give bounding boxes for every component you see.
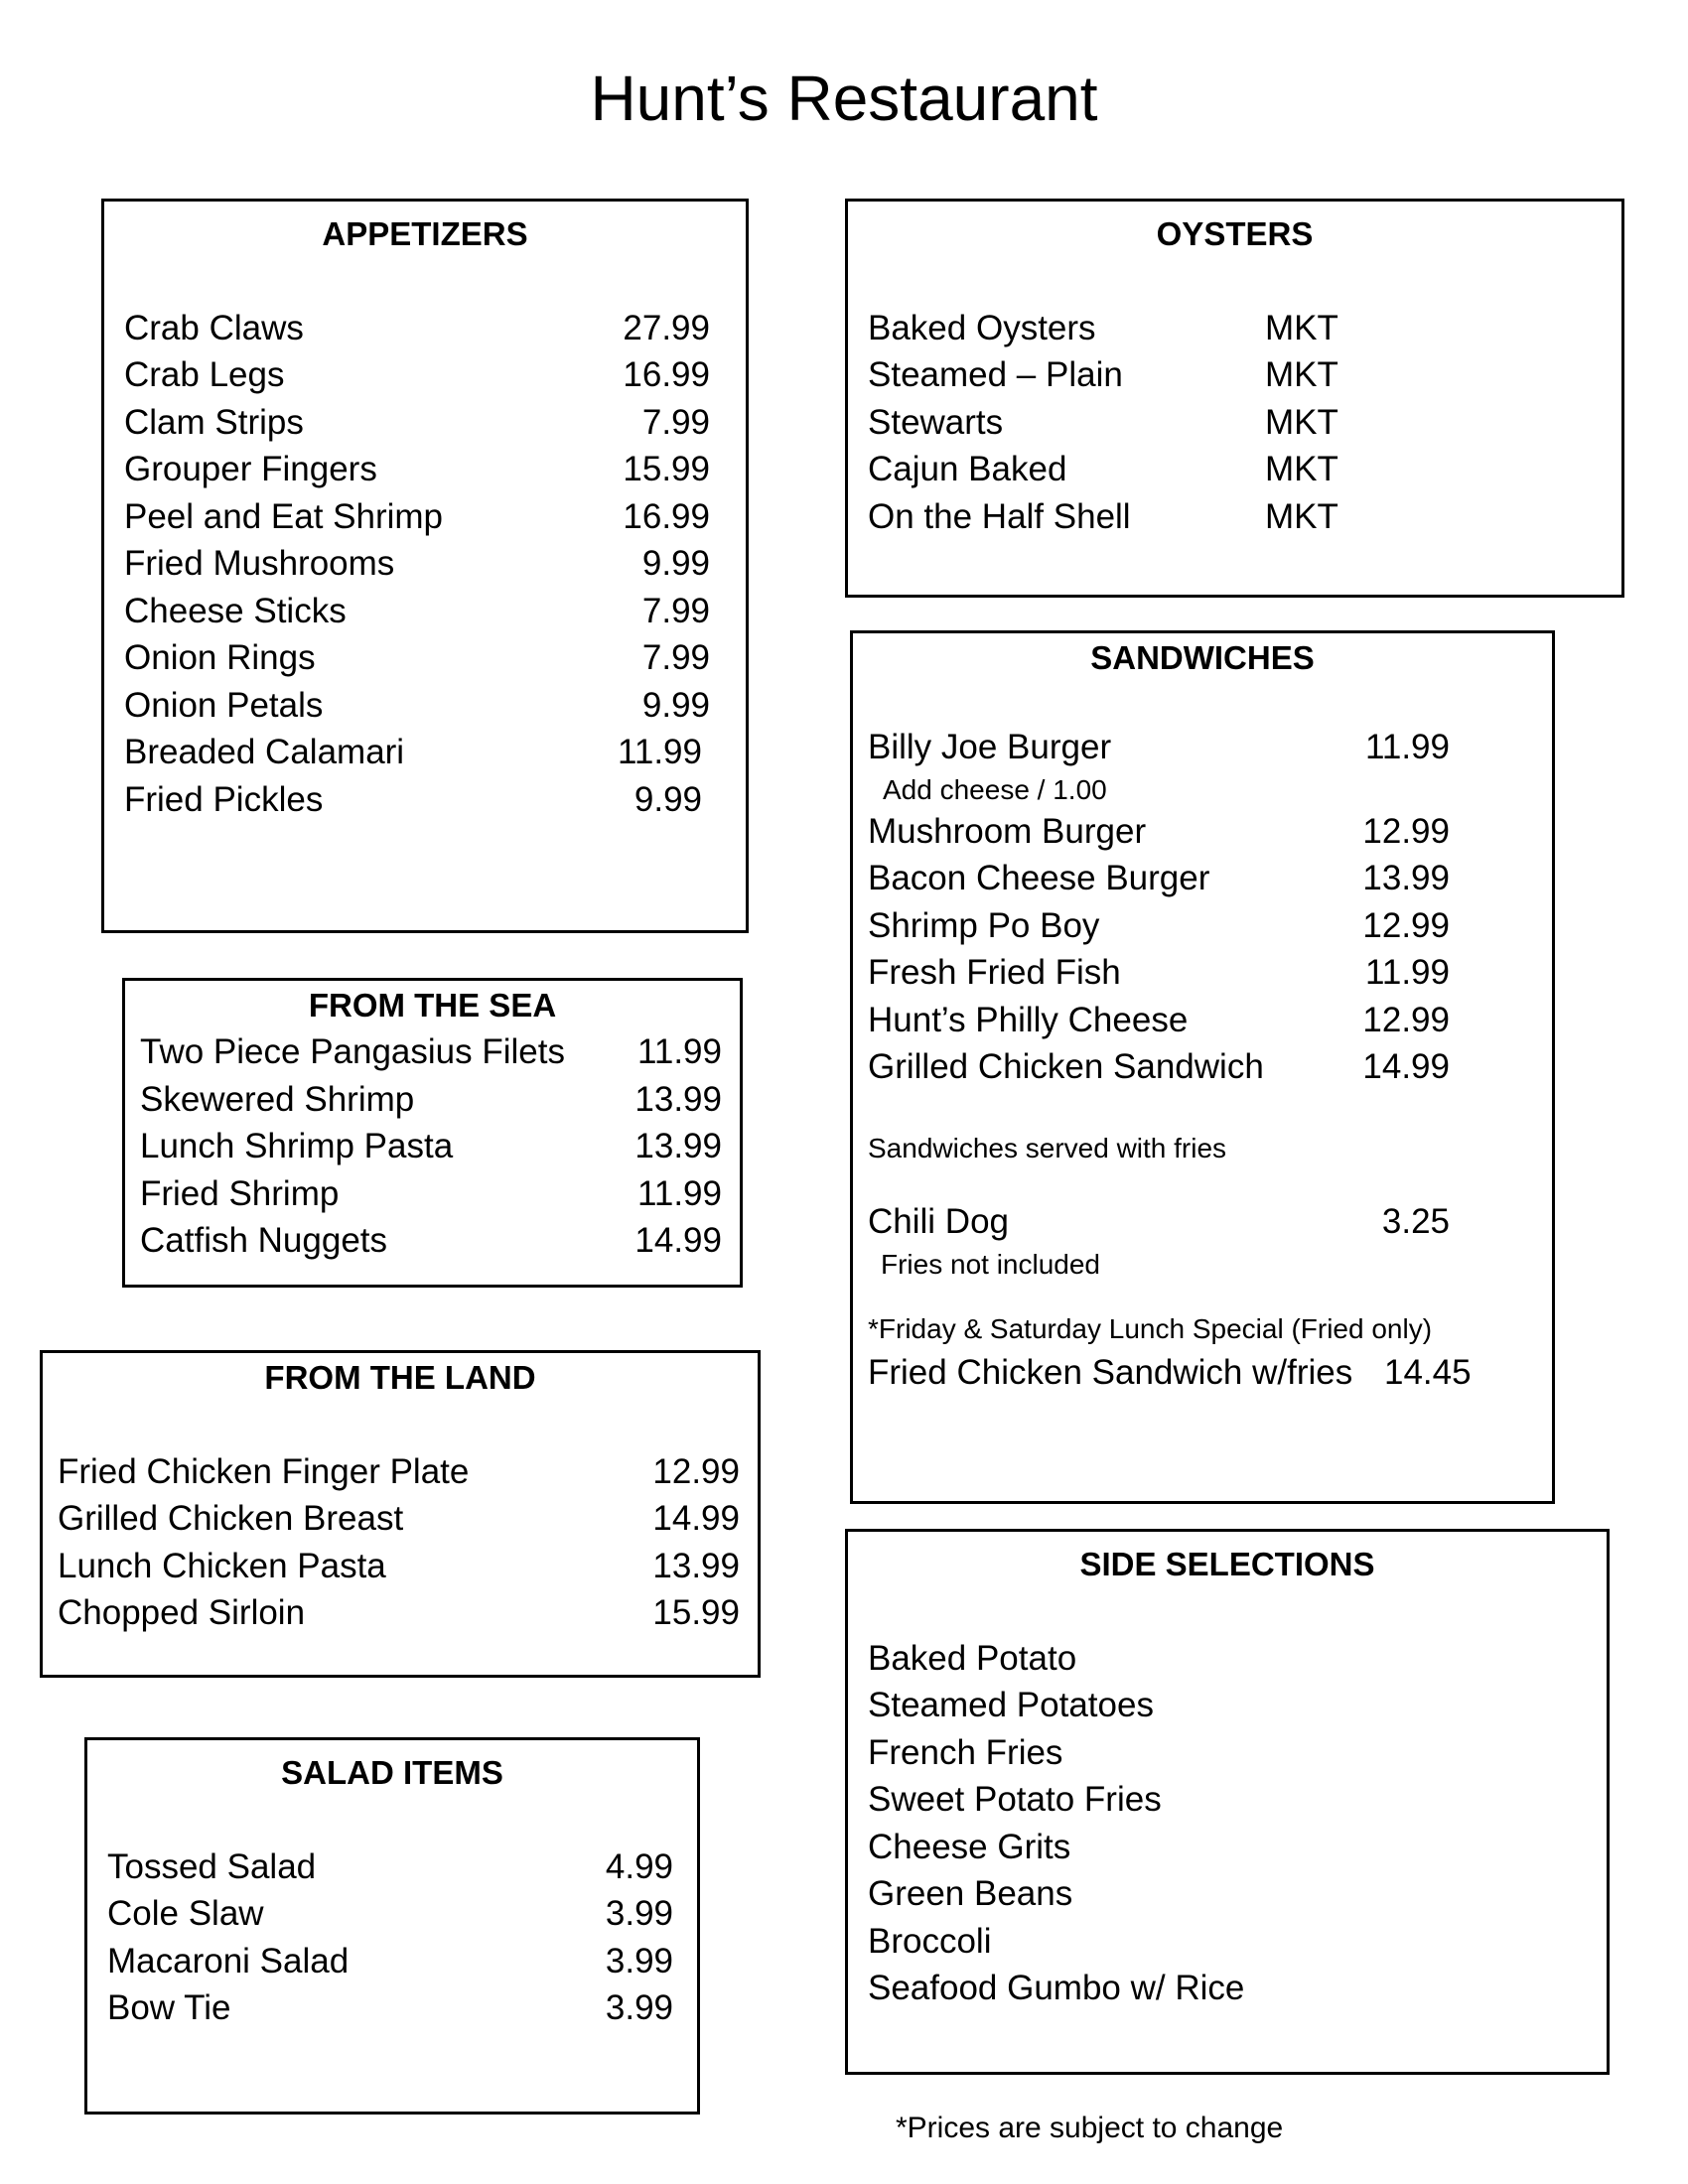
appetizers-section bbox=[101, 199, 749, 933]
menu-item-name: Fried Shrimp bbox=[140, 1174, 340, 1213]
served-with-fries-note: Sandwiches served with fries bbox=[868, 1133, 1227, 1163]
menu-item-price: MKT bbox=[1265, 309, 1338, 347]
menu-item-name: Chili Dog bbox=[868, 1202, 1009, 1241]
salad-items-section bbox=[84, 1737, 700, 2115]
menu-item-name: Crab Claws bbox=[124, 309, 304, 347]
menu-item-name: Clam Strips bbox=[124, 403, 304, 442]
menu-item-name: Fried Mushrooms bbox=[124, 544, 395, 583]
menu-item-price: 12.99 bbox=[1362, 1001, 1450, 1039]
prices-disclaimer: *Prices are subject to change bbox=[896, 2112, 1284, 2144]
menu-item-name: Bow Tie bbox=[107, 1988, 231, 2027]
menu-item-price: 13.99 bbox=[1362, 859, 1450, 897]
menu-item-price: 9.99 bbox=[641, 544, 710, 583]
from-the-sea-section bbox=[122, 978, 743, 1288]
menu-item-price: 12.99 bbox=[1362, 812, 1450, 851]
menu-item-price: 13.99 bbox=[634, 1127, 722, 1165]
menu-item-price: 3.25 bbox=[1381, 1202, 1450, 1241]
menu-item-name: Fried Pickles bbox=[124, 780, 324, 819]
sandwiches-section bbox=[850, 630, 1555, 1504]
menu-item-price: 16.99 bbox=[623, 497, 710, 536]
side-item: Seafood Gumbo w/ Rice bbox=[868, 1969, 1245, 2007]
menu-item-price: 11.99 bbox=[618, 733, 702, 771]
menu-item-price: 9.99 bbox=[633, 780, 702, 819]
menu-item-name: Grouper Fingers bbox=[124, 450, 377, 488]
section-title: APPETIZERS bbox=[322, 215, 528, 252]
menu-item-price: 3.99 bbox=[605, 1894, 673, 1933]
menu-item-price: 11.99 bbox=[637, 1174, 722, 1213]
menu-item-name: On the Half Shell bbox=[868, 497, 1131, 536]
add-cheese-note: Add cheese / 1.00 bbox=[883, 774, 1107, 805]
menu-item-name: Stewarts bbox=[868, 403, 1004, 442]
side-item: Steamed Potatoes bbox=[868, 1686, 1154, 1724]
menu-item-name: Cheese Sticks bbox=[124, 592, 347, 630]
special-item-price: 14.45 bbox=[1384, 1353, 1472, 1392]
special-note: *Friday & Saturday Lunch Special (Fried only) bbox=[868, 1313, 1433, 1344]
menu-item-price: 13.99 bbox=[652, 1547, 740, 1585]
menu-item-name: Catfish Nuggets bbox=[140, 1221, 388, 1260]
menu-item-name: Fried Chicken Finger Plate bbox=[58, 1452, 470, 1491]
menu-item-price: 14.99 bbox=[652, 1499, 740, 1538]
menu-item-name: Mushroom Burger bbox=[868, 812, 1147, 851]
menu-item-price: 15.99 bbox=[652, 1593, 740, 1632]
menu-item-price: 16.99 bbox=[623, 355, 710, 394]
section-title: FROM THE SEA bbox=[308, 987, 557, 1024]
from-the-land-section bbox=[40, 1350, 761, 1678]
menu-item-name: Chopped Sirloin bbox=[58, 1593, 306, 1632]
menu-item-name: Billy Joe Burger bbox=[868, 728, 1112, 766]
menu-item-name: Hunt’s Philly Cheese bbox=[868, 1001, 1189, 1039]
menu-item-name: Peel and Eat Shrimp bbox=[124, 497, 444, 536]
section-title: OYSTERS bbox=[1156, 215, 1314, 252]
menu-item-price: 13.99 bbox=[634, 1080, 722, 1119]
menu-item-price: 14.99 bbox=[1362, 1047, 1450, 1086]
menu-item-name: Lunch Chicken Pasta bbox=[58, 1547, 386, 1585]
side-item: Sweet Potato Fries bbox=[868, 1780, 1162, 1819]
menu-item-name: Cajun Baked bbox=[868, 450, 1067, 488]
side-item: Cheese Grits bbox=[868, 1828, 1071, 1866]
oysters-section bbox=[845, 199, 1624, 598]
side-selections-section bbox=[845, 1529, 1610, 2075]
section-title: SANDWICHES bbox=[1090, 639, 1315, 676]
menu-item-name: Grilled Chicken Breast bbox=[58, 1499, 404, 1538]
section-title: FROM THE LAND bbox=[264, 1359, 536, 1396]
menu-item-name: Two Piece Pangasius Filets bbox=[140, 1032, 565, 1071]
menu-item-price: 11.99 bbox=[637, 1032, 722, 1071]
menu-item-price: MKT bbox=[1265, 497, 1338, 536]
page-title: Hunt’s Restaurant bbox=[590, 63, 1098, 134]
side-item: Broccoli bbox=[868, 1922, 992, 1961]
menu-item-name: Tossed Salad bbox=[107, 1847, 317, 1886]
side-item: Green Beans bbox=[868, 1874, 1073, 1913]
section-title: SALAD ITEMS bbox=[281, 1754, 503, 1791]
menu-item-name: Lunch Shrimp Pasta bbox=[140, 1127, 454, 1165]
menu-item-price: 11.99 bbox=[1365, 953, 1450, 992]
menu-item-name: Fresh Fried Fish bbox=[868, 953, 1121, 992]
section-title: SIDE SELECTIONS bbox=[1079, 1546, 1375, 1582]
menu-item-name: Bacon Cheese Burger bbox=[868, 859, 1210, 897]
menu-item-price: 12.99 bbox=[1362, 906, 1450, 945]
side-item: French Fries bbox=[868, 1733, 1063, 1772]
fries-not-included-note: Fries not included bbox=[881, 1249, 1101, 1280]
menu-item-price: 12.99 bbox=[652, 1452, 740, 1491]
menu-item-price: 7.99 bbox=[641, 592, 710, 630]
menu-item-name: Steamed – Plain bbox=[868, 355, 1123, 394]
menu-item-price: MKT bbox=[1265, 355, 1338, 394]
menu-item-price: 27.99 bbox=[623, 309, 710, 347]
menu-item-name: Cole Slaw bbox=[107, 1894, 264, 1933]
menu-item-name: Crab Legs bbox=[124, 355, 285, 394]
menu-item-name: Onion Petals bbox=[124, 686, 324, 725]
menu-item-name: Baked Oysters bbox=[868, 309, 1096, 347]
menu-item-price: 15.99 bbox=[623, 450, 710, 488]
menu-item-price: 7.99 bbox=[641, 403, 710, 442]
menu-item-price: 4.99 bbox=[605, 1847, 673, 1886]
menu-item-name: Skewered Shrimp bbox=[140, 1080, 415, 1119]
menu-item-name: Grilled Chicken Sandwich bbox=[868, 1047, 1264, 1086]
special-item-name: Fried Chicken Sandwich w/fries bbox=[868, 1353, 1353, 1392]
menu-item-price: MKT bbox=[1265, 450, 1338, 488]
menu-item-price: MKT bbox=[1265, 403, 1338, 442]
menu-item-price: 7.99 bbox=[641, 638, 710, 677]
side-item: Baked Potato bbox=[868, 1639, 1077, 1678]
menu-item-price: 11.99 bbox=[1365, 728, 1450, 766]
menu-item-price: 3.99 bbox=[605, 1988, 673, 2027]
menu-item-name: Onion Rings bbox=[124, 638, 316, 677]
menu-item-name: Macaroni Salad bbox=[107, 1942, 350, 1980]
menu-item-name: Shrimp Po Boy bbox=[868, 906, 1100, 945]
menu-item-name: Breaded Calamari bbox=[124, 733, 405, 771]
menu-item-price: 3.99 bbox=[605, 1942, 673, 1980]
menu-item-price: 14.99 bbox=[634, 1221, 722, 1260]
menu-item-price: 9.99 bbox=[641, 686, 710, 725]
